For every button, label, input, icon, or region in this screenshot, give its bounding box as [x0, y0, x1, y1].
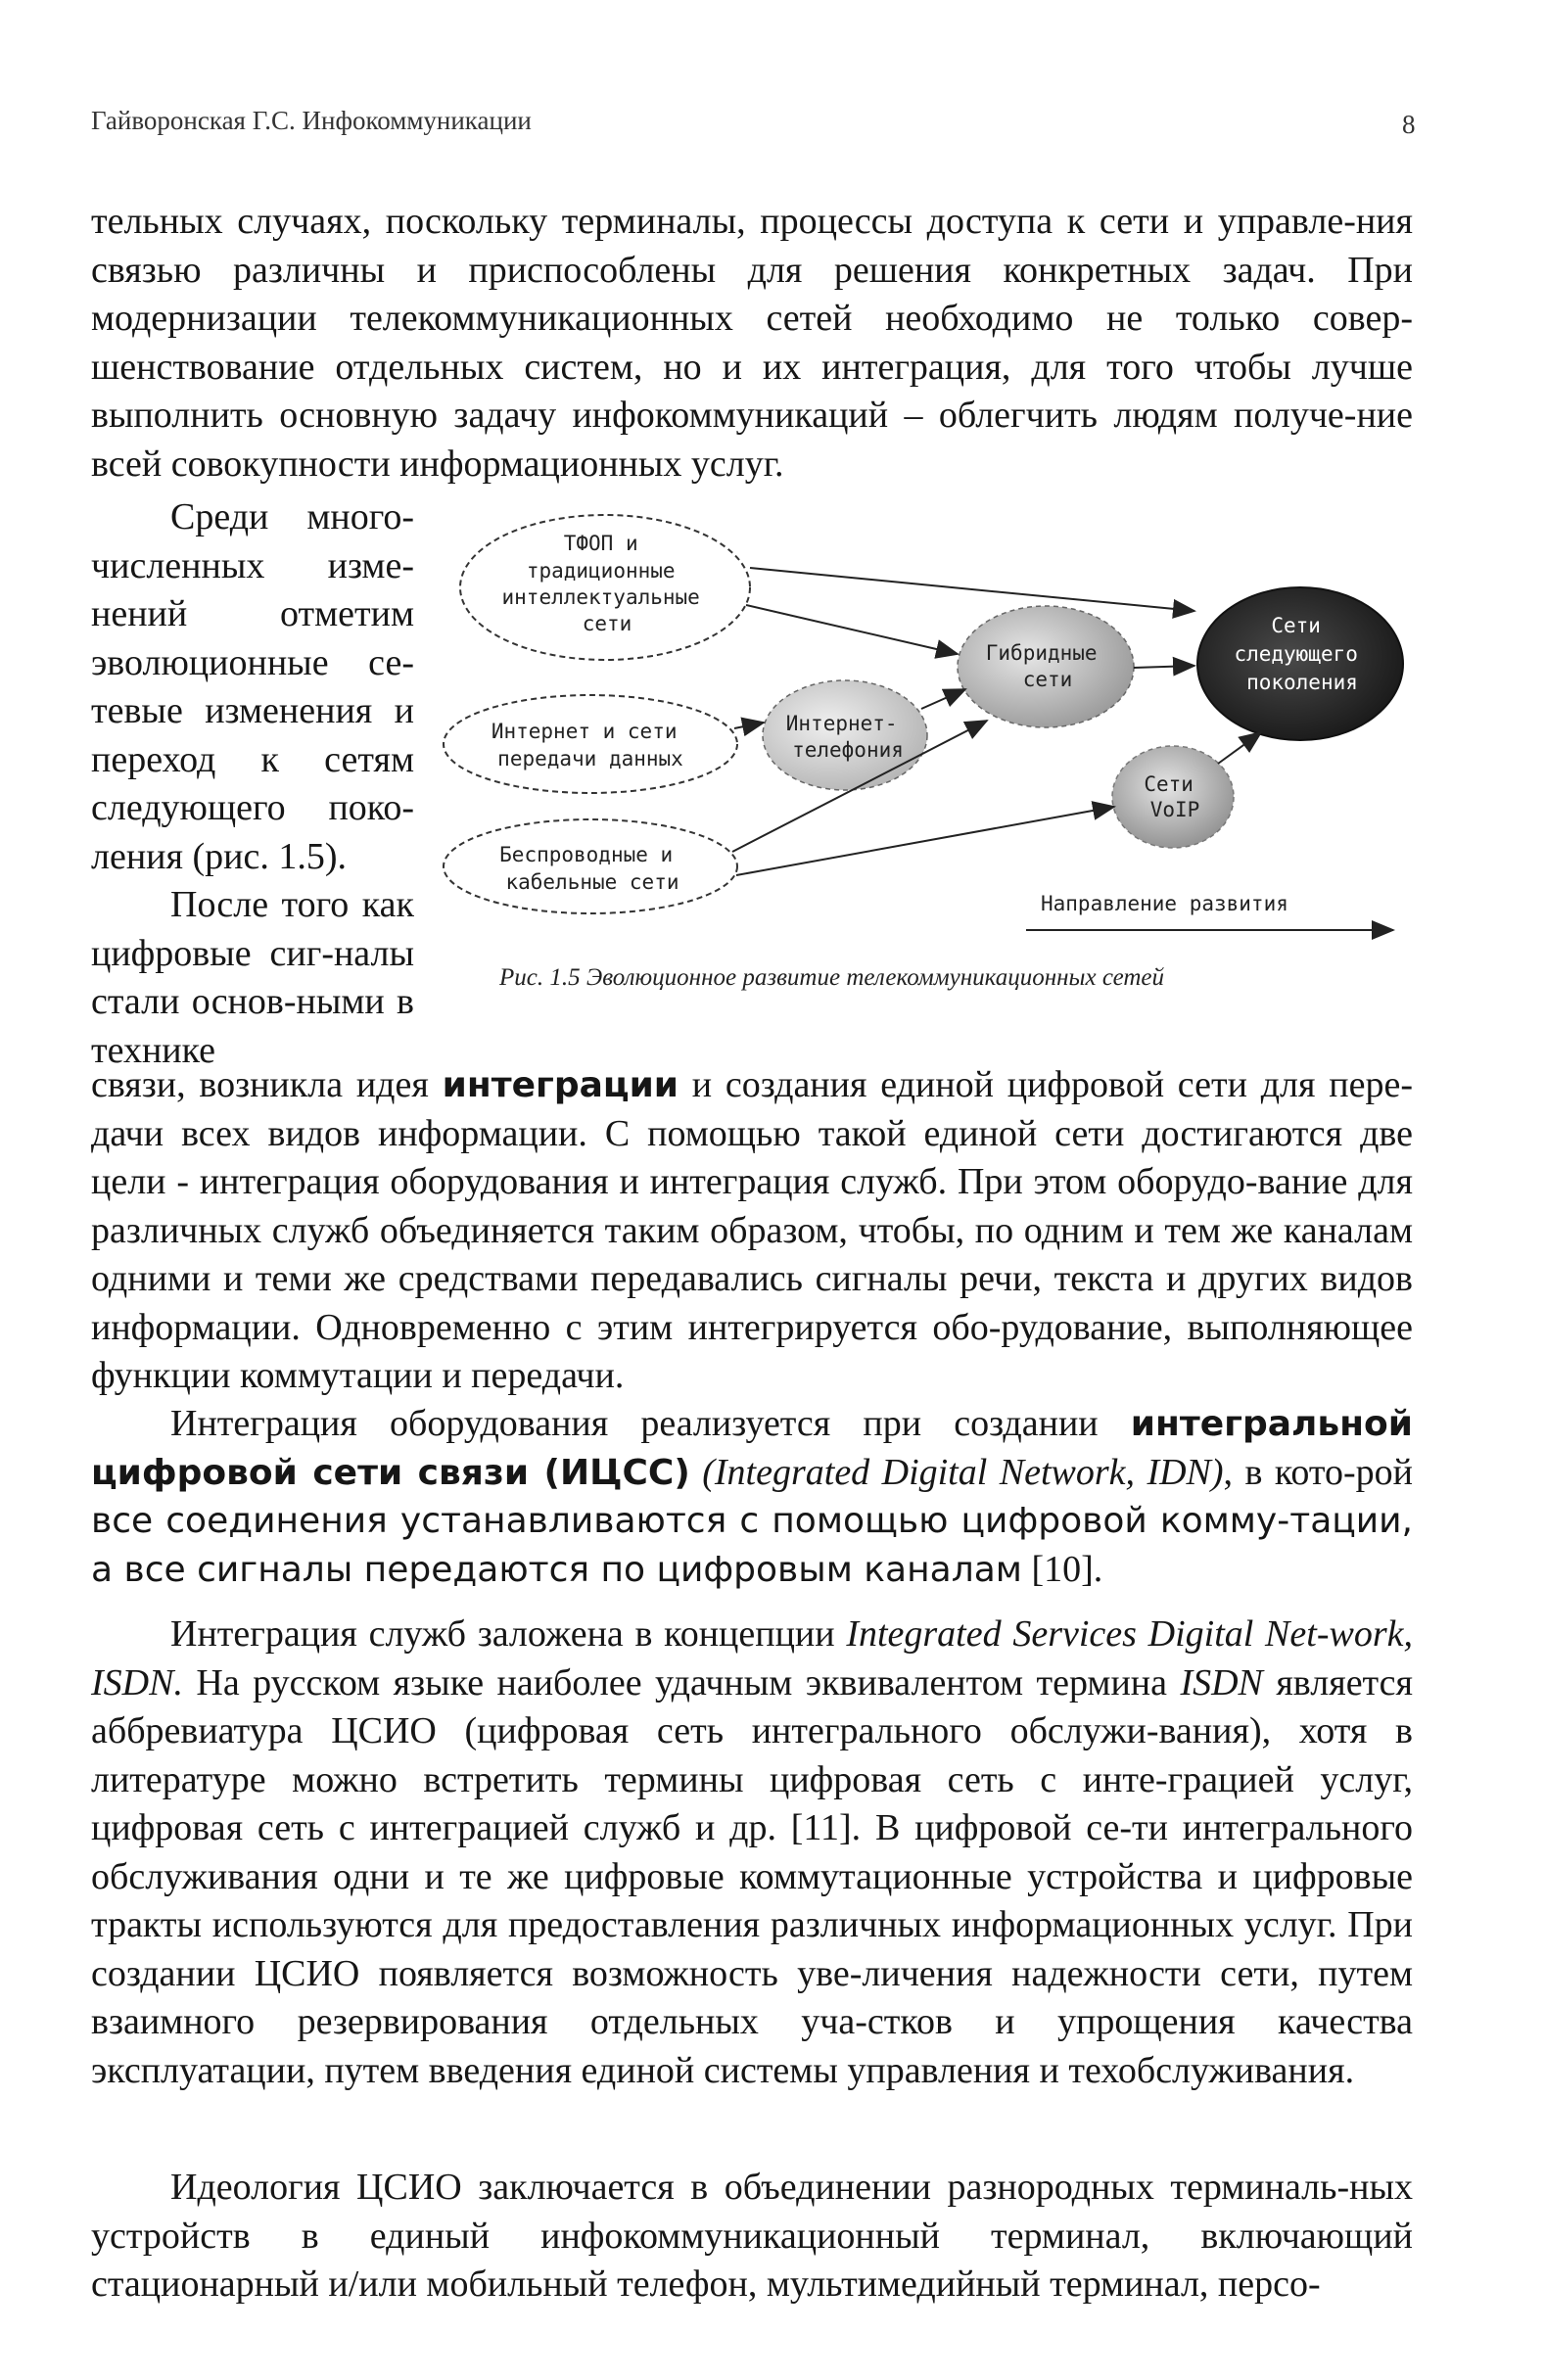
p4-sans-text: все соединения устанавливаются с помощью цифровой комму-тации, а все сигналы передаются по цифровым каналам [91, 1501, 1413, 1590]
arrow-hybrid-ngn [1134, 666, 1194, 668]
evolution-diagram [439, 507, 1418, 1016]
p5-text-b: На русском языке наиболее удачным эквивалентом термина [182, 1661, 1181, 1703]
internet-node [444, 695, 737, 793]
p3-text-a: связи, возникла идея [91, 1064, 443, 1105]
p4-text-a: Интеграция оборудования реализуется при создании [170, 1403, 1131, 1444]
page-number: 8 [1402, 110, 1416, 139]
arrow-voip-ngn [1218, 732, 1261, 764]
p4-text-c: [10]. [1021, 1548, 1103, 1590]
ngn-label: Сети следующего поколения [1234, 614, 1358, 694]
voip-node [1112, 746, 1234, 848]
paragraph-6: Идеология ЦСИО заключается в объединении разнородных терминаль-ных устройств в единый инфокоммуникационный терминал, включающий стационарный и/или мобильный телефон, мультимедийный терминал, персо- [91, 2167, 1413, 2305]
paragraph-4 [91, 1400, 1413, 1594]
voip-label: Сети VoIP [1144, 772, 1200, 821]
paragraph-5 [91, 1610, 1413, 2095]
paragraph-2: Среди много-численных изме-нений отметим эволюционные се-тевые изменения и переход к сетям следующего поко-ления (рис. 1.5). [91, 496, 414, 877]
wireless-node [444, 819, 737, 913]
wrapped-text-column [91, 493, 414, 1075]
arrow-internet-ip [734, 723, 764, 728]
wireless-label: Беспроводные и кабельные сети [499, 843, 679, 894]
arrow-tfop-hybrid [746, 605, 958, 654]
hybrid-node [958, 606, 1134, 727]
arrow-tfop-ngn [750, 568, 1194, 611]
p4-text-b: , в кото-рой [1223, 1451, 1413, 1493]
internet-label: Интернет и сети передачи данных [491, 720, 683, 770]
p5-italic-2: ISDN [1180, 1661, 1263, 1703]
ip-telephony-label: Интернет- телефония [785, 712, 904, 762]
p3-text-b: и создания единой цифровой сети для пере-дачи всех видов информации. С помощью такой единой сети достигаются две цели - интеграция оборудования и интеграция служб. При этом оборудо-вание для различных служб объединяется таким образом, чтобы, по одним и тем же каналам одними и теми же средствами передавались сигналы речи, текста и других видов информации. Одновременно с этим интегрируется обо-рудование, выполняющее функции коммутации и передачи. [91, 1064, 1413, 1396]
running-header: Гайворонская Г.С. Инфокоммуникации [91, 106, 532, 135]
paragraph-1: тельных случаях, поскольку терминалы, процессы доступа к сети и управле-ния связью различны и приспособлены для решения конкретных задач. При модернизации телекоммуникационных сетей необходимо не только совер-шенствование отдельных систем, но и их интеграция, для того чтобы лучше выполнить основную задачу инфокоммуникаций – облегчить людям получе-ние всей совокупности информационных услуг. [91, 201, 1413, 485]
p5-text-c: является аббревиатура ЦСИО (цифровая сеть интегрального обслужи-вания), хотя в литературе можно встретить термины цифровая сеть с инте-грацией услуг, цифровая сеть с интеграцией служб и др. [11]. В цифровой се-ти интегрального обслуживания одни и те же цифровые коммутационные устройства и цифровые тракты используются для предоставления различных информационных услуг. При создании ЦСИО появляется возможность уве-личения надежности сети, путем взаимного резервирования отдельных уча-стков и упрощения качества эксплуатации, путем введения единой системы управления и техобслуживания. [91, 1661, 1413, 2091]
figure-caption: Рис. 1.5 Эволюционное развитие телекоммуникационных сетей [499, 964, 1165, 991]
diagram-svg [439, 507, 1418, 1016]
arrow-ip-hybrid [921, 689, 965, 709]
ip-telephony-node [763, 680, 927, 790]
p5-text-a: Интеграция служб заложена в концепции [170, 1613, 847, 1655]
arrow-wireless-voip [736, 807, 1114, 875]
paragraph-3-start: После того как цифровые сиг-налы стали основ-ными в технике [91, 884, 414, 1071]
tfop-label: ТФОП и традиционные интеллектуальные сети [501, 532, 700, 635]
p4-bold-term: интегральной цифровой сети связи (ИЦСС) [91, 1404, 1413, 1493]
p3-bold-term: интеграции [442, 1065, 679, 1105]
p4-italic-term: (Integrated Digital Network, IDN) [689, 1451, 1224, 1493]
direction-label: Направление развития [1041, 892, 1288, 915]
hybrid-label: Гибридные сети [985, 641, 1098, 691]
p5-italic-1: Integrated Services Digital Net-work, ISDN. [91, 1613, 1413, 1703]
paragraph-3 [91, 1061, 1413, 1401]
